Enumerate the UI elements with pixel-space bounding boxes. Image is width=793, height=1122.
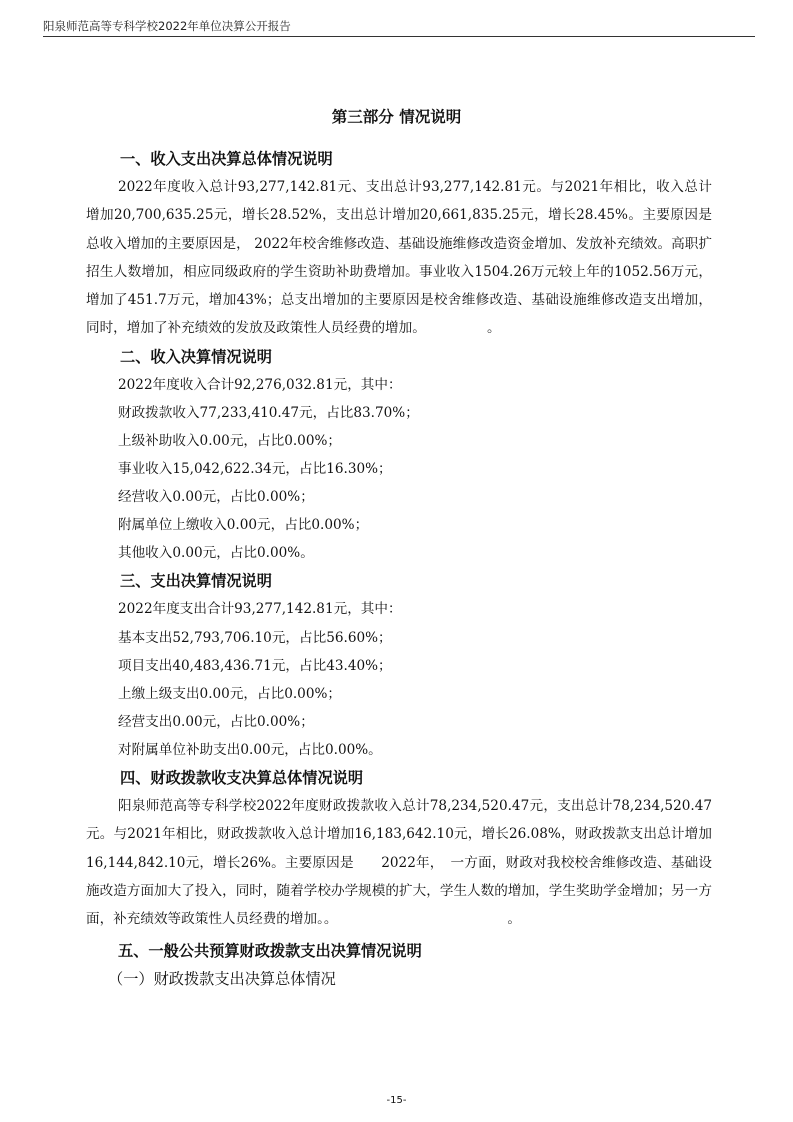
section-1-paragraph: 2022年度收入总计93,277,142.81元、支出总计93,277,142.81元。与2021年相比，收入总计增加20,700,635.25元，增长28.52%，支出总计增加20,661,835.25元，增长28.45%。主要原因是 总收入增加的主要原因是， 2022年校舍维修改造、基础设施维修改造资金增加、发放补充绩效。高职扩招生人数增加，相应同级政府的学生资助补助费增加。事业收入1504.26万元较上年的1052.56万元，增加了451.7万元，增加43%；总支出增加的主要原因是校舍维修改造、基础设施维修改造支出增加，同时，增加了补充绩效的发放及政策性人员经费的增加。 。 bbox=[86, 179, 740, 337]
income-line: 经营收入0.00元，占比0.00%； bbox=[118, 489, 314, 506]
page-header: 阳泉师范高等专科学校2022年单位决算公开报告 bbox=[43, 16, 755, 37]
income-line: 其他收入0.00元，占比0.00%。 bbox=[118, 545, 314, 562]
expense-line: 项目支出40,483,436.71元，占比43.40%； bbox=[118, 657, 392, 674]
expense-line: 2022年度支出合计93,277,142.81元，其中： bbox=[118, 601, 402, 618]
income-line: 财政拨款收入77,233,410.47元，占比83.70%； bbox=[118, 404, 419, 421]
report-body bbox=[86, 145, 740, 993]
part-title: 第三部分 情况说明 bbox=[331, 108, 462, 126]
section-heading-1: 一、收入支出决算总体情况说明 bbox=[120, 150, 333, 168]
income-line: 2022年度收入合计92,276,032.81元，其中： bbox=[118, 376, 402, 393]
income-line: 附属单位上缴收入0.00元，占比0.00%； bbox=[118, 517, 369, 534]
expense-line: 对附属单位补助支出0.00元，占比0.00%。 bbox=[118, 741, 382, 758]
section-heading-2: 二、收入决算情况说明 bbox=[120, 347, 272, 366]
subsection-heading: （一）财政拨款支出决算总体情况 bbox=[108, 970, 336, 989]
income-line: 事业收入15,042,622.34元，占比16.30%； bbox=[118, 461, 392, 478]
section-heading-5: 五、一般公共预算财政拨款支出决算情况说明 bbox=[118, 942, 422, 961]
expense-line: 经营支出0.00元，占比0.00%； bbox=[118, 713, 314, 730]
section-heading-3: 三、支出决算情况说明 bbox=[120, 572, 272, 591]
expense-line: 基本支出52,793,706.10元，占比56.60%； bbox=[118, 629, 392, 646]
expense-line: 上缴上级支出0.00元，占比0.00%； bbox=[118, 685, 341, 702]
income-line: 上级补助收入0.00元，占比0.00%； bbox=[118, 432, 341, 449]
section-heading-4: 四、财政拨款收支决算总体情况说明 bbox=[120, 769, 363, 787]
page-number: -15- bbox=[386, 1095, 407, 1106]
section-4-paragraph: 阳泉师范高等专科学校2022年度财政拨款收入总计78,234,520.47元，支出总计78,234,520.47元。与2021年相比，财政拨款收入总计增加16,183,642.10元，增长26.08%，财政拨款支出总计增加16,144,842.10元，增长26%。主要原因是 2022年， 一方面，财政对我校校舍维修改造、基础设施改造方面加大了投入，同时，随着学校办学规模的扩大，学生人数的增加，学生奖助学金增加；另一方面，补充绩效等政策性人员经费的增加。。 。 bbox=[86, 798, 712, 928]
